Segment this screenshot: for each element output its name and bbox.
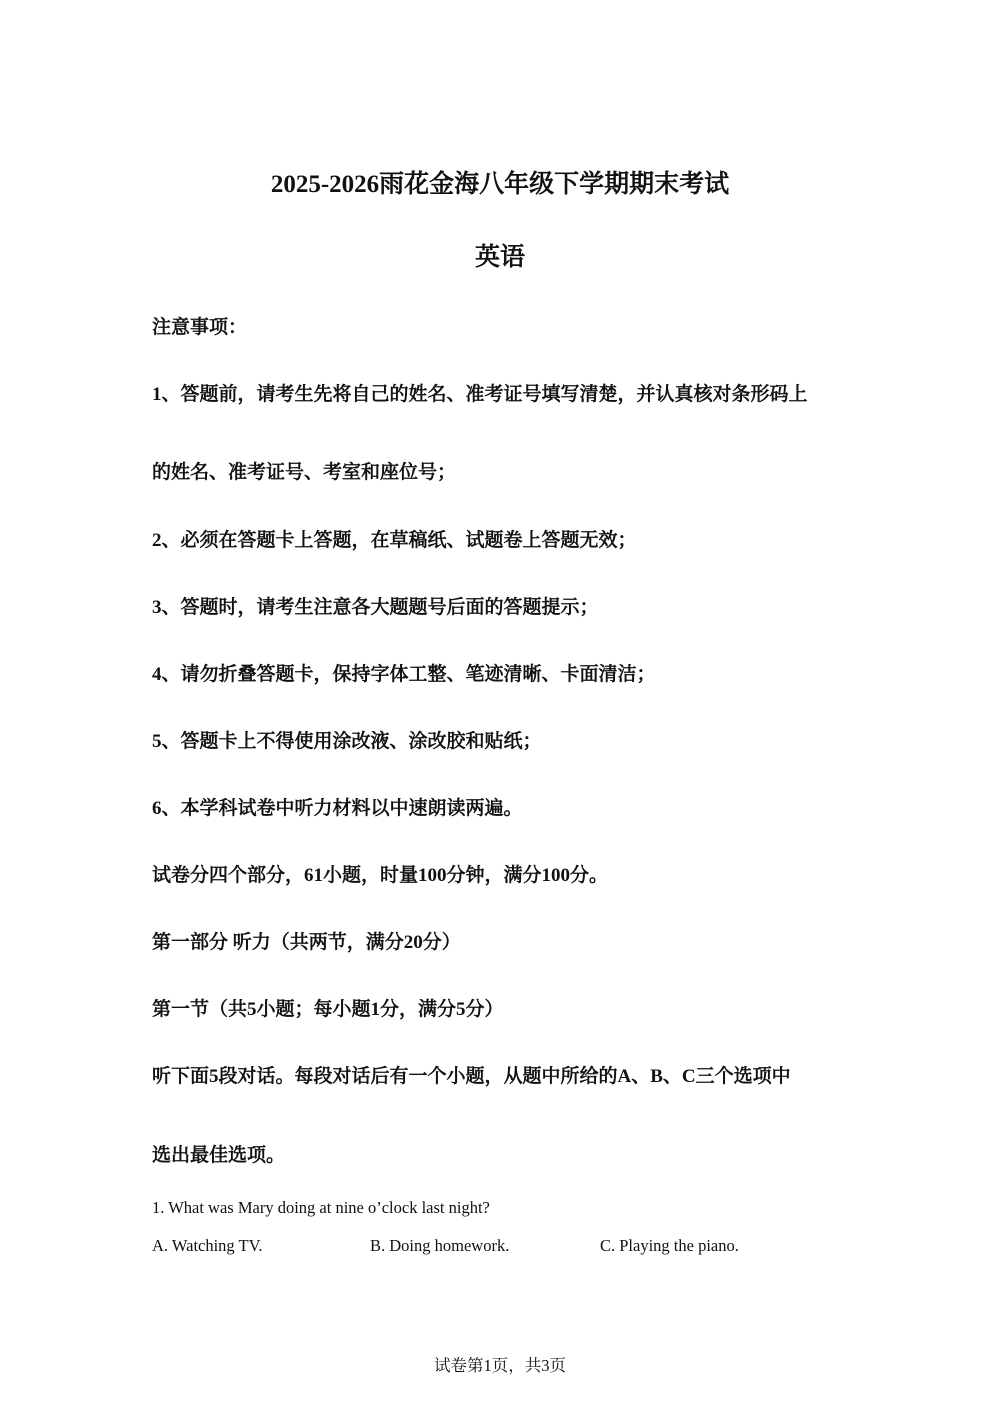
notice-heading: 注意事项： xyxy=(152,317,248,338)
notice-item-4: 4、请勿折叠答题卡，保持字体工整、笔迹清晰、卡面清洁； xyxy=(152,664,656,685)
notice-item-2: 2、必须在答题卡上答题，在草稿纸、试题卷上答题无效； xyxy=(152,530,637,551)
notice-item-1-cont: 的姓名、准考证号、考室和座位号； xyxy=(152,462,457,483)
exam-title: 2025-2026雨花金海八年级下学期期末考试 xyxy=(270,171,730,198)
page-footer: 试卷第1页，共3页 xyxy=(434,1356,566,1375)
notice-item-3: 3、答题时，请考生注意各大题题号后面的答题提示； xyxy=(152,597,599,618)
question-1-option-a: A. Watching TV. xyxy=(152,1236,263,1255)
notice-item-5: 5、答题卡上不得使用涂改液、涂改胶和贴纸； xyxy=(152,731,542,752)
subject-title: 英语 xyxy=(474,244,525,271)
question-1-option-b: B. Doing homework. xyxy=(370,1236,510,1255)
notice-item-6: 6、本学科试卷中听力材料以中速朗读两遍。 xyxy=(152,798,523,819)
question-1-option-c: C. Playing the piano. xyxy=(600,1236,739,1255)
question-1-text: 1. What was Mary doing at nine o’clock last night? xyxy=(152,1198,490,1217)
section1-instruction: 听下面5段对话。每段对话后有一个小题，从题中所给的A、B、C三个选项中 xyxy=(152,1066,791,1087)
part1-heading: 第一部分 听力（共两节，满分20分） xyxy=(152,932,461,953)
section1-heading: 第一节（共5小题；每小题1分，满分5分） xyxy=(152,999,504,1020)
section1-instruction-cont: 选出最佳选项。 xyxy=(152,1145,286,1166)
exam-info: 试卷分四个部分，61小题，时量100分钟，满分100分。 xyxy=(152,865,609,886)
notice-item-1: 1、答题前，请考生先将自己的姓名、准考证号填写清楚，并认真核对条形码上 xyxy=(152,384,808,405)
